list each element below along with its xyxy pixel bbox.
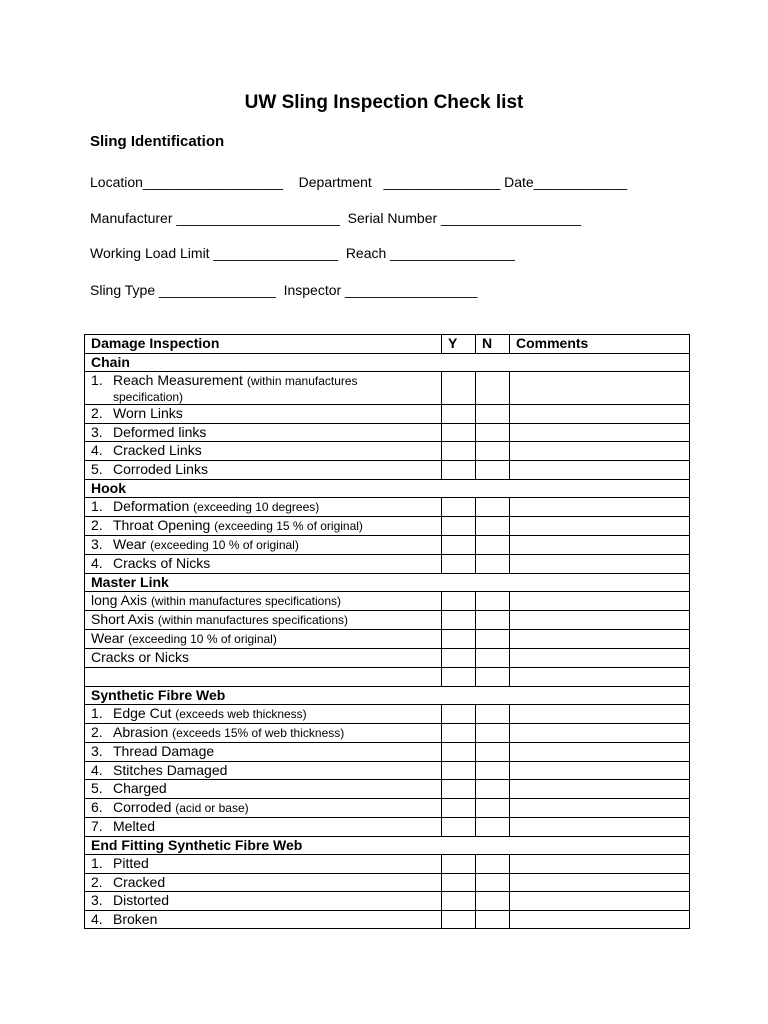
- item-note: (within manufactures: [246, 374, 358, 389]
- item-label: Melted: [113, 817, 156, 834]
- item-number: 2.: [91, 873, 103, 890]
- item-note: (within manufactures specifications): [157, 613, 348, 628]
- section-title: Master Link: [85, 573, 690, 592]
- section-title: Hook: [85, 479, 690, 498]
- checkbox-n[interactable]: [476, 892, 510, 911]
- table-row: [85, 442, 690, 461]
- item-number: 1.: [91, 855, 103, 872]
- item-note: (exceeds 15% of web thickness): [172, 726, 345, 741]
- checkbox-y[interactable]: [442, 536, 476, 555]
- identification-line-location: Location__________________ Department _______________ Date____________: [90, 174, 628, 190]
- identification-line-load-limit: Working Load Limit ________________ Reach ________________: [90, 245, 515, 261]
- checkbox-y[interactable]: [442, 798, 476, 817]
- item-number: 2.: [91, 405, 103, 422]
- section-row-hook: [85, 479, 690, 498]
- item-cell: [85, 761, 442, 780]
- item-label: Charged: [113, 780, 167, 797]
- item-note: (exceeds web thickness): [175, 707, 307, 722]
- comment-cell[interactable]: [510, 592, 690, 611]
- item-note: (exceeding 15 % of original): [214, 519, 363, 534]
- checkbox-n[interactable]: [476, 460, 510, 479]
- table-row: [85, 817, 690, 836]
- item-cell: [85, 910, 442, 929]
- checkbox-n[interactable]: [476, 498, 510, 517]
- damage-inspection-table: [84, 334, 690, 929]
- item-cell: [85, 817, 442, 836]
- checkbox-y[interactable]: [442, 517, 476, 536]
- item-cell: [85, 724, 442, 743]
- table-row-empty: [85, 667, 690, 686]
- item-label: Throat Opening: [113, 517, 215, 534]
- section-row-synthetic-fibre-web: [85, 686, 690, 705]
- item-label: long Axis: [91, 592, 151, 609]
- item-number: 4.: [91, 910, 103, 927]
- item-label: Corroded: [113, 798, 176, 815]
- table-row: [85, 592, 690, 611]
- table-row: [85, 555, 690, 574]
- table-row: [85, 460, 690, 479]
- item-number: 6.: [91, 798, 103, 815]
- identification-line-sling-type: Sling Type _______________ Inspector _________________: [90, 282, 478, 298]
- comment-cell[interactable]: [510, 498, 690, 517]
- checkbox-y[interactable]: [442, 460, 476, 479]
- checkbox-n[interactable]: [476, 743, 510, 762]
- checkbox-y[interactable]: [442, 405, 476, 424]
- item-label: Cracks of Nicks: [113, 555, 211, 572]
- checkbox-y[interactable]: [442, 855, 476, 874]
- item-note-continued: specification): [113, 390, 184, 405]
- item-cell: [85, 667, 442, 686]
- checkbox-n[interactable]: [476, 873, 510, 892]
- table-row: [85, 372, 690, 405]
- checkbox-n[interactable]: [476, 798, 510, 817]
- section-row-master-link: [85, 573, 690, 592]
- checkbox-n[interactable]: [476, 649, 510, 668]
- checkbox-y[interactable]: [442, 724, 476, 743]
- item-label: Deformation: [113, 498, 194, 515]
- table-row: [85, 705, 690, 724]
- item-number: 3.: [91, 892, 103, 909]
- table-row: [85, 761, 690, 780]
- checkbox-n[interactable]: [476, 555, 510, 574]
- table-row: [85, 611, 690, 630]
- table-row: [85, 405, 690, 424]
- item-cell: [85, 630, 442, 649]
- item-label: Cracks or Nicks: [91, 649, 190, 666]
- item-label: Short Axis: [91, 611, 158, 628]
- item-label: Cracked Links: [113, 442, 202, 459]
- page-title: UW Sling Inspection Check list: [244, 92, 524, 113]
- checkbox-n[interactable]: [476, 910, 510, 929]
- header-y: Y: [442, 335, 476, 354]
- table-row: [85, 423, 690, 442]
- table-row: [85, 873, 690, 892]
- table-row: [85, 910, 690, 929]
- item-note: (exceeding 10 % of original): [128, 632, 277, 647]
- comment-cell[interactable]: [510, 855, 690, 874]
- checkbox-n[interactable]: [476, 817, 510, 836]
- comment-cell[interactable]: [510, 743, 690, 762]
- checkbox-y[interactable]: [442, 611, 476, 630]
- item-cell: [85, 442, 442, 461]
- comment-cell[interactable]: [510, 910, 690, 929]
- table-row: [85, 630, 690, 649]
- item-label: Broken: [113, 910, 158, 927]
- item-note: (within manufactures specifications): [150, 594, 342, 609]
- item-cell: [85, 517, 442, 536]
- checkbox-n[interactable]: [476, 611, 510, 630]
- checkbox-y[interactable]: [442, 705, 476, 724]
- item-number: 2.: [91, 724, 103, 741]
- checkbox-n[interactable]: [476, 855, 510, 874]
- checkbox-y[interactable]: [442, 743, 476, 762]
- section-row-end-fitting: [85, 836, 690, 855]
- item-cell: [85, 592, 442, 611]
- checkbox-n[interactable]: [476, 423, 510, 442]
- checkbox-y[interactable]: [442, 630, 476, 649]
- identification-line-manufacturer: Manufacturer _____________________ Serial Number __________________: [90, 210, 582, 226]
- item-cell: [85, 743, 442, 762]
- item-number: 4.: [91, 442, 103, 459]
- table-row: [85, 649, 690, 668]
- comment-cell[interactable]: [510, 555, 690, 574]
- checkbox-y[interactable]: [442, 498, 476, 517]
- section-title: End Fitting Synthetic Fibre Web: [85, 836, 690, 855]
- checkbox-y[interactable]: [442, 442, 476, 461]
- table-row: [85, 892, 690, 911]
- item-label: Edge Cut: [113, 705, 176, 722]
- comment-cell[interactable]: [510, 817, 690, 836]
- item-cell: [85, 798, 442, 817]
- comment-cell[interactable]: [510, 460, 690, 479]
- item-label: Wear: [91, 630, 129, 647]
- item-number: 3.: [91, 743, 103, 760]
- item-number: 4.: [91, 761, 103, 778]
- checkbox-y[interactable]: [442, 873, 476, 892]
- checkbox-n[interactable]: [476, 536, 510, 555]
- item-label: Stitches Damaged: [113, 761, 228, 778]
- item-number: 5.: [91, 460, 103, 477]
- item-cell: [85, 536, 442, 555]
- item-label: Corroded Links: [113, 460, 208, 477]
- item-cell: [85, 611, 442, 630]
- header-damage-inspection: Damage Inspection: [85, 335, 442, 354]
- checkbox-n[interactable]: [476, 372, 510, 405]
- checkbox-y[interactable]: [442, 892, 476, 911]
- item-number: 3.: [91, 536, 103, 553]
- item-note: (acid or base): [175, 800, 249, 815]
- item-number: 7.: [91, 817, 103, 834]
- comment-cell[interactable]: [510, 667, 690, 686]
- comment-cell[interactable]: [510, 761, 690, 780]
- table-row: [85, 780, 690, 799]
- item-cell: [85, 498, 442, 517]
- comment-cell[interactable]: [510, 873, 690, 892]
- comment-cell[interactable]: [510, 780, 690, 799]
- comment-cell[interactable]: [510, 536, 690, 555]
- item-label: Thread Damage: [113, 743, 215, 760]
- checkbox-y[interactable]: [442, 910, 476, 929]
- table-header-row: [85, 335, 690, 354]
- item-label: Deformed links: [113, 423, 207, 440]
- section-heading-sling-identification: Sling Identification: [90, 133, 225, 150]
- comment-cell[interactable]: [510, 630, 690, 649]
- section-title: Synthetic Fibre Web: [85, 686, 690, 705]
- checkbox-y[interactable]: [442, 761, 476, 780]
- item-cell: [85, 372, 442, 405]
- comment-cell[interactable]: [510, 405, 690, 424]
- table-row: [85, 536, 690, 555]
- header-n: N: [476, 335, 510, 354]
- comment-cell[interactable]: [510, 705, 690, 724]
- item-cell: [85, 423, 442, 442]
- item-cell: [85, 873, 442, 892]
- checkbox-y[interactable]: [442, 372, 476, 405]
- checkbox-y[interactable]: [442, 667, 476, 686]
- item-note: (exceeding 10 degrees): [193, 500, 320, 515]
- comment-cell[interactable]: [510, 649, 690, 668]
- item-number: 1.: [91, 372, 103, 389]
- checkbox-n[interactable]: [476, 780, 510, 799]
- comment-cell[interactable]: [510, 724, 690, 743]
- item-label: Wear: [113, 536, 151, 553]
- item-number: 1.: [91, 705, 103, 722]
- item-label: Distorted: [113, 892, 170, 909]
- checkbox-y[interactable]: [442, 780, 476, 799]
- checkbox-n[interactable]: [476, 705, 510, 724]
- checkbox-y[interactable]: [442, 592, 476, 611]
- item-cell: [85, 855, 442, 874]
- item-cell: [85, 555, 442, 574]
- checkbox-n[interactable]: [476, 592, 510, 611]
- section-row-chain: [85, 353, 690, 372]
- comment-cell[interactable]: [510, 611, 690, 630]
- checkbox-n[interactable]: [476, 761, 510, 780]
- item-number: 4.: [91, 555, 103, 572]
- comment-cell[interactable]: [510, 372, 690, 405]
- item-note: (exceeding 10 % of original): [150, 538, 299, 553]
- comment-cell[interactable]: [510, 423, 690, 442]
- header-comments: Comments: [510, 335, 690, 354]
- item-number: 1.: [91, 498, 103, 515]
- checkbox-y[interactable]: [442, 423, 476, 442]
- item-number: 2.: [91, 517, 103, 534]
- item-cell: [85, 705, 442, 724]
- item-label: Pitted: [113, 855, 149, 872]
- checkbox-y[interactable]: [442, 555, 476, 574]
- table-row: [85, 855, 690, 874]
- table-row: [85, 724, 690, 743]
- checkbox-n[interactable]: [476, 442, 510, 461]
- checkbox-n[interactable]: [476, 517, 510, 536]
- item-cell: [85, 649, 442, 668]
- item-number: 5.: [91, 780, 103, 797]
- table-row: [85, 743, 690, 762]
- checkbox-y[interactable]: [442, 817, 476, 836]
- checkbox-n[interactable]: [476, 630, 510, 649]
- item-number: 3.: [91, 423, 103, 440]
- item-label: Reach Measurement: [113, 372, 247, 389]
- checkbox-n[interactable]: [476, 405, 510, 424]
- comment-cell[interactable]: [510, 442, 690, 461]
- item-cell: [85, 460, 442, 479]
- item-label: Abrasion: [113, 724, 173, 741]
- comment-cell[interactable]: [510, 892, 690, 911]
- item-cell: [85, 405, 442, 424]
- item-label: Cracked: [113, 873, 166, 890]
- table-row: [85, 517, 690, 536]
- item-cell: [85, 780, 442, 799]
- checkbox-n[interactable]: [476, 724, 510, 743]
- checkbox-y[interactable]: [442, 649, 476, 668]
- section-title: Chain: [85, 353, 690, 372]
- item-cell: [85, 892, 442, 911]
- checkbox-n[interactable]: [476, 667, 510, 686]
- table-row: [85, 498, 690, 517]
- comment-cell[interactable]: [510, 798, 690, 817]
- comment-cell[interactable]: [510, 517, 690, 536]
- table-row: [85, 798, 690, 817]
- item-label: Worn Links: [113, 405, 183, 422]
